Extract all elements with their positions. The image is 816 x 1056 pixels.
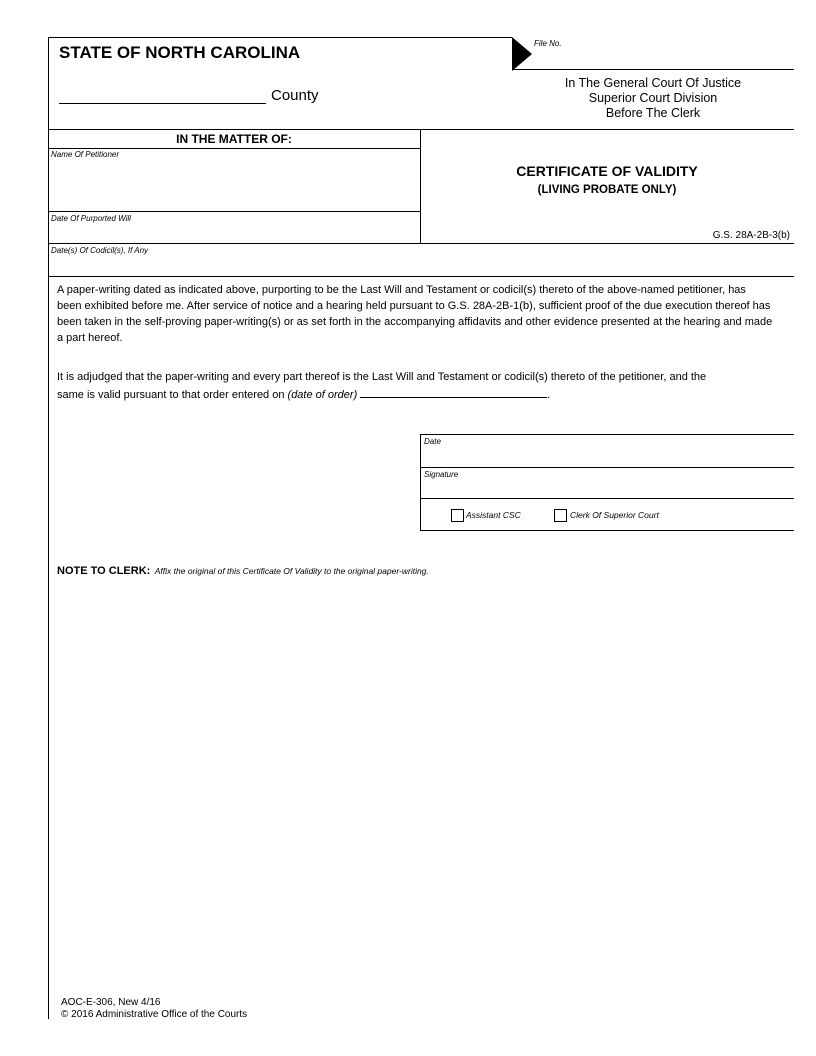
paragraph-2 <box>57 369 787 403</box>
date-of-order-label: (date of order) <box>287 389 358 401</box>
signature-underline <box>420 498 794 499</box>
note-to-clerk <box>57 561 429 579</box>
petitioner-input[interactable] <box>51 162 417 210</box>
codicil-input[interactable] <box>51 257 791 274</box>
paragraph-2-line-1: It is adjudged that the paper-writing and every part thereof is the Last Will and Testament or codicil(s) thereto of the petitioner, and the <box>57 371 707 383</box>
document-subtitle: (LIVING PROBATE ONLY) <box>537 184 677 196</box>
codicil-underline <box>48 276 794 277</box>
note-label: NOTE TO CLERK: <box>57 565 151 577</box>
signature-block-left-border <box>420 434 421 531</box>
court-line-1: In The General Court Of Justice <box>564 76 742 90</box>
sig-date-label: Date <box>424 437 441 446</box>
county-input[interactable] <box>59 90 266 104</box>
date-of-order-input[interactable] <box>360 385 547 398</box>
county-label: County <box>271 87 319 104</box>
document-title: CERTIFICATE OF VALIDITY <box>516 163 698 179</box>
copyright: © 2016 Administrative Office of the Courts <box>61 1009 248 1020</box>
statute-reference: G.S. 28A-2B-3(b) <box>712 230 790 241</box>
header-divider <box>48 129 794 130</box>
sig-date-underline <box>420 467 794 468</box>
signature-block-top <box>420 434 794 435</box>
form-number: AOC-E-306, New 4/16 <box>61 997 161 1008</box>
will-date-input[interactable] <box>51 225 417 242</box>
matter-heading: IN THE MATTER OF: <box>176 132 292 146</box>
paragraph-1: A paper-writing dated as indicated above, purporting to be the Last Will and Testament or codicil(s) thereto of the above-named petitioner, has been exhibited before me. After service of notice and a hearing held pursuant to G.S. 28A-2B-1(b), sufficient proof of the due execution thereof has been taken in the self-proving paper-writing(s) or as set forth in the accompanying affidavits and other evidence presented at the hearing and made a part hereof. <box>57 284 773 344</box>
will-date-label: Date Of Purported Will <box>51 214 131 223</box>
file-no-arrow-icon <box>512 37 532 71</box>
file-no-label: File No. <box>534 39 562 48</box>
clerk-superior-court-label: Clerk Of Superior Court <box>570 510 659 520</box>
left-border <box>48 37 49 1019</box>
paragraph-2-period: . <box>547 389 551 401</box>
signature-label: Signature <box>424 470 459 479</box>
matter-heading-underline <box>48 148 420 149</box>
signature-input[interactable] <box>424 481 790 497</box>
codicil-label: Date(s) Of Codicil(s), If Any <box>51 246 149 255</box>
footer <box>61 997 247 1021</box>
file-no-input[interactable] <box>534 50 792 68</box>
signature-block-bottom <box>420 530 794 531</box>
state-title: STATE OF NORTH CAROLINA <box>59 43 301 62</box>
file-no-underline <box>512 69 794 70</box>
top-border <box>48 37 512 38</box>
note-text: Affix the original of this Certificate Of Validity to the original paper-writing. <box>154 566 429 576</box>
sig-date-input[interactable] <box>424 448 790 466</box>
assistant-csc-label: Assistant CSC <box>466 510 521 520</box>
paragraph-2-prefix: same is valid pursuant to that order entered on <box>57 389 285 401</box>
paragraph-2-line-2 <box>57 385 787 403</box>
will-date-underline <box>48 243 794 244</box>
petitioner-underline <box>48 211 420 212</box>
court-line-2: Superior Court Division <box>588 91 718 105</box>
clerk-superior-court-checkbox[interactable] <box>554 509 567 522</box>
petitioner-label: Name Of Petitioner <box>51 150 120 159</box>
assistant-csc-checkbox[interactable] <box>451 509 464 522</box>
court-info <box>512 76 794 121</box>
court-line-3: Before The Clerk <box>605 106 701 120</box>
